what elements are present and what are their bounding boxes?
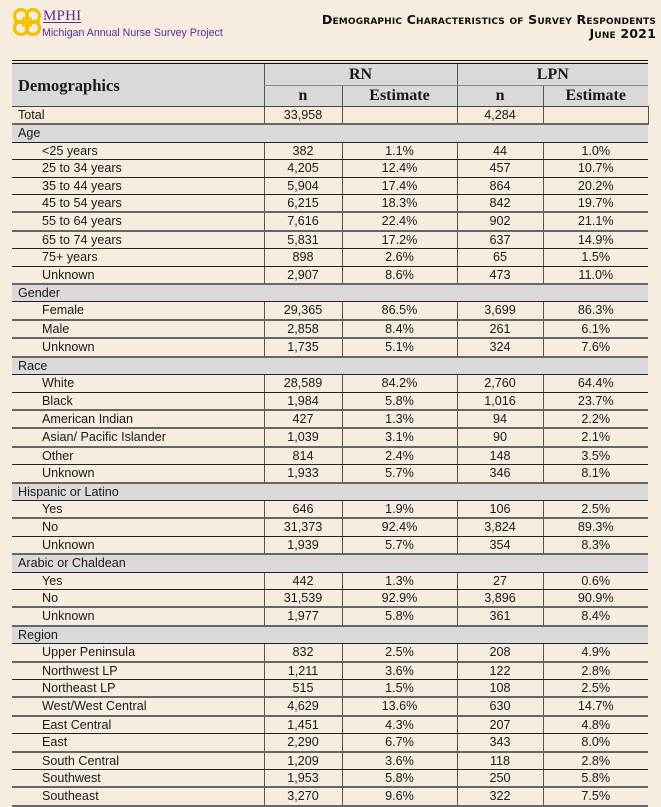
rn-n-cell: 1,209 [264,752,342,770]
category-label: Age [12,124,648,142]
row-label: 25 to 34 years [12,160,264,177]
row-label: American Indian [12,410,264,428]
rn-n-cell: 1,039 [264,428,342,446]
row-label: Northwest LP [12,662,264,680]
rn-group-header: RN [264,62,457,86]
row-label: 45 to 54 years [12,195,264,213]
lpn-n-cell: 207 [457,716,543,734]
lpn-estimate-cell: 1.5% [543,249,648,266]
rn-estimate-cell: 92.9% [342,589,457,607]
table-row [12,160,648,177]
row-label: Northeast LP [12,680,264,698]
rn-estimate-cell: 18.3% [342,195,457,213]
category-label: Arabic or Chaldean [12,554,648,572]
table-row [12,787,648,805]
lpn-estimate-cell: 7.6% [543,338,648,356]
rn-estimate-cell: 1.1% [342,142,457,159]
lpn-estimate-cell: 11.0% [543,266,648,284]
lpn-estimate-cell: 64.4% [543,375,648,392]
rn-estimate-cell: 3.1% [342,428,457,446]
lpn-estimate-cell: 14.9% [543,231,648,249]
row-label: Unknown [12,607,264,625]
lpn-estimate-cell: 1.0% [543,142,648,159]
table-row [12,607,648,625]
table-row [12,697,648,715]
row-label: Total [12,107,264,125]
rn-n-cell: 5,904 [264,177,342,194]
category-label: Hispanic or Latino [12,483,648,501]
lpn-n-cell: 637 [457,231,543,249]
category-row [12,626,648,644]
rn-n-cell: 2,858 [264,320,342,338]
logo-wordmark: MPHI [43,8,82,24]
category-label: Gender [12,284,648,302]
lpn-estimate-cell: 89.3% [543,518,648,536]
lpn-estimate-cell: 3.5% [543,447,648,465]
rn-n-cell: 28,589 [264,375,342,392]
rn-n-cell: 7,616 [264,212,342,230]
lpn-estimate-cell: 7.5% [543,787,648,805]
table-row [12,231,648,249]
lpn-n-cell: 4,284 [457,107,543,125]
rn-estimate-cell: 6.7% [342,734,457,752]
report-date: June 2021 [589,26,656,41]
category-label: Race [12,357,648,375]
table-row [12,518,648,536]
table-row [12,770,648,788]
row-label: No [12,518,264,536]
table-row [12,320,648,338]
table-row [12,177,648,194]
demographics-column-header: Demographics [12,62,264,107]
lpn-n-cell: 122 [457,662,543,680]
lpn-estimate-cell: 2.2% [543,410,648,428]
row-label: 65 to 74 years [12,231,264,249]
lpn-n-cell: 343 [457,734,543,752]
report-title: Demographic Characteristics of Survey Respondents [321,12,656,27]
table-row [12,572,648,589]
page-header [0,0,661,56]
rn-estimate-cell: 22.4% [342,212,457,230]
row-label: Unknown [12,266,264,284]
lpn-n-cell: 902 [457,212,543,230]
rn-n-cell: 33,958 [264,107,342,125]
lpn-estimate-cell: 2.8% [543,662,648,680]
table-row [12,465,648,483]
row-label: Unknown [12,536,264,554]
rn-n-cell: 814 [264,447,342,465]
rn-n-cell: 1,735 [264,338,342,356]
rn-estimate-cell: 5.1% [342,338,457,356]
row-label: <25 years [12,142,264,159]
rn-n-cell: 427 [264,410,342,428]
table-row [12,734,648,752]
rn-estimate-cell: 5.8% [342,770,457,788]
table-row [12,375,648,392]
table-row [12,662,648,680]
lpn-estimate-cell: 23.7% [543,392,648,410]
rn-estimate-cell: 2.5% [342,644,457,662]
lpn-n-cell: 1,016 [457,392,543,410]
lpn-n-cell: 261 [457,320,543,338]
lpn-n-cell: 3,699 [457,302,543,320]
row-label: East [12,734,264,752]
lpn-n-cell: 27 [457,572,543,589]
row-label: Southwest [12,770,264,788]
table-row [12,680,648,698]
rn-n-cell: 898 [264,249,342,266]
rn-estimate-cell [342,107,457,125]
table-row [12,410,648,428]
lpn-n-cell: 250 [457,770,543,788]
rn-n-cell: 4,629 [264,697,342,715]
table-row [12,249,648,266]
rn-estimate-cell: 5.8% [342,607,457,625]
table-row [12,447,648,465]
row-label: Unknown [12,465,264,483]
rn-estimate-header: Estimate [342,86,457,107]
lpn-estimate-cell [543,107,648,125]
table-row [12,428,648,446]
lpn-n-cell: 2,760 [457,375,543,392]
rn-n-cell: 5,831 [264,231,342,249]
lpn-n-cell: 354 [457,536,543,554]
rn-n-cell: 442 [264,572,342,589]
category-row [12,284,648,302]
lpn-n-cell: 44 [457,142,543,159]
rn-n-cell: 31,539 [264,589,342,607]
lpn-estimate-cell: 6.1% [543,320,648,338]
rn-estimate-cell: 92.4% [342,518,457,536]
lpn-n-cell: 361 [457,607,543,625]
lpn-estimate-cell: 19.7% [543,195,648,213]
lpn-estimate-cell: 5.8% [543,770,648,788]
demographics-table [12,60,649,807]
lpn-estimate-cell: 8.0% [543,734,648,752]
row-label: No [12,589,264,607]
rn-n-cell: 31,373 [264,518,342,536]
total-row [12,107,648,125]
lpn-estimate-cell: 4.9% [543,644,648,662]
rn-n-cell: 2,290 [264,734,342,752]
table-row [12,716,648,734]
lpn-n-cell: 473 [457,266,543,284]
rn-n-cell: 1,977 [264,607,342,625]
table-row [12,212,648,230]
rn-n-header: n [264,86,342,107]
rn-estimate-cell: 17.2% [342,231,457,249]
row-label: Yes [12,572,264,589]
logo-subtitle: Michigan Annual Nurse Survey Project [42,27,223,39]
lpn-n-cell: 65 [457,249,543,266]
lpn-estimate-cell: 2.5% [543,500,648,518]
lpn-n-cell: 864 [457,177,543,194]
lpn-estimate-cell: 2.8% [543,752,648,770]
lpn-n-cell: 842 [457,195,543,213]
rn-estimate-cell: 8.4% [342,320,457,338]
table-row [12,302,648,320]
row-label: Yes [12,500,264,518]
rn-estimate-cell: 5.8% [342,392,457,410]
rn-estimate-cell: 84.2% [342,375,457,392]
lpn-n-cell: 118 [457,752,543,770]
lpn-estimate-cell: 8.4% [543,607,648,625]
category-row [12,554,648,572]
lpn-estimate-cell: 8.3% [543,536,648,554]
table-row [12,500,648,518]
lpn-n-header: n [457,86,543,107]
row-label: Unknown [12,338,264,356]
row-label: Other [12,447,264,465]
rn-estimate-cell: 12.4% [342,160,457,177]
row-label: Black [12,392,264,410]
rn-estimate-cell: 2.4% [342,447,457,465]
lpn-n-cell: 3,896 [457,589,543,607]
rn-n-cell: 1,451 [264,716,342,734]
lpn-n-cell: 148 [457,447,543,465]
rn-n-cell: 832 [264,644,342,662]
category-row [12,483,648,501]
rn-estimate-cell: 5.7% [342,536,457,554]
lpn-estimate-cell: 20.2% [543,177,648,194]
lpn-n-cell: 106 [457,500,543,518]
lpn-n-cell: 3,824 [457,518,543,536]
category-label: Region [12,626,648,644]
lpn-estimate-cell: 21.1% [543,212,648,230]
lpn-estimate-cell: 86.3% [543,302,648,320]
table-row [12,142,648,159]
rn-estimate-cell: 13.6% [342,697,457,715]
lpn-group-header: LPN [457,62,648,86]
lpn-estimate-cell: 2.1% [543,428,648,446]
row-label: South Central [12,752,264,770]
table-row [12,752,648,770]
rn-n-cell: 3,270 [264,787,342,805]
table-row [12,338,648,356]
mphi-logo-icon [10,7,44,37]
row-label: White [12,375,264,392]
lpn-n-cell: 90 [457,428,543,446]
row-label: 75+ years [12,249,264,266]
lpn-n-cell: 630 [457,697,543,715]
row-label: Female [12,302,264,320]
rn-estimate-cell: 1.3% [342,410,457,428]
row-label: Upper Peninsula [12,644,264,662]
row-label: Asian/ Pacific Islander [12,428,264,446]
rn-estimate-cell: 2.6% [342,249,457,266]
rn-estimate-cell: 3.6% [342,662,457,680]
rn-estimate-cell: 1.3% [342,572,457,589]
rn-estimate-cell: 3.6% [342,752,457,770]
lpn-n-cell: 324 [457,338,543,356]
row-label: Southeast [12,787,264,805]
row-label: Male [12,320,264,338]
rn-estimate-cell: 5.7% [342,465,457,483]
rn-estimate-cell: 86.5% [342,302,457,320]
row-label: West/West Central [12,697,264,715]
rn-n-cell: 1,939 [264,536,342,554]
lpn-estimate-cell: 0.6% [543,572,648,589]
row-label: 35 to 44 years [12,177,264,194]
table-row [12,589,648,607]
table-row [12,195,648,213]
rn-n-cell: 2,907 [264,266,342,284]
rn-estimate-cell: 9.6% [342,787,457,805]
table-row [12,536,648,554]
lpn-n-cell: 94 [457,410,543,428]
lpn-estimate-cell: 10.7% [543,160,648,177]
rn-n-cell: 1,933 [264,465,342,483]
rn-n-cell: 4,205 [264,160,342,177]
lpn-estimate-cell: 4.8% [543,716,648,734]
table-row [12,266,648,284]
rn-n-cell: 382 [264,142,342,159]
rn-n-cell: 646 [264,500,342,518]
rn-estimate-cell: 4.3% [342,716,457,734]
lpn-estimate-cell: 8.1% [543,465,648,483]
rn-n-cell: 29,365 [264,302,342,320]
rn-n-cell: 6,215 [264,195,342,213]
lpn-estimate-cell: 2.5% [543,680,648,698]
rn-n-cell: 1,984 [264,392,342,410]
lpn-n-cell: 457 [457,160,543,177]
lpn-n-cell: 346 [457,465,543,483]
lpn-estimate-cell: 90.9% [543,589,648,607]
table-body [12,107,648,806]
rn-n-cell: 515 [264,680,342,698]
rn-estimate-cell: 1.9% [342,500,457,518]
table-row [12,392,648,410]
lpn-estimate-cell: 14.7% [543,697,648,715]
lpn-n-cell: 322 [457,787,543,805]
rn-estimate-cell: 17.4% [342,177,457,194]
rn-n-cell: 1,953 [264,770,342,788]
category-row [12,357,648,375]
report-title-block [322,13,656,41]
lpn-n-cell: 208 [457,644,543,662]
rn-n-cell: 1,211 [264,662,342,680]
rn-estimate-cell: 1.5% [342,680,457,698]
category-row [12,124,648,142]
row-label: East Central [12,716,264,734]
lpn-estimate-header: Estimate [543,86,648,107]
rn-estimate-cell: 8.6% [342,266,457,284]
table-row [12,644,648,662]
row-label: 55 to 64 years [12,212,264,230]
lpn-n-cell: 108 [457,680,543,698]
